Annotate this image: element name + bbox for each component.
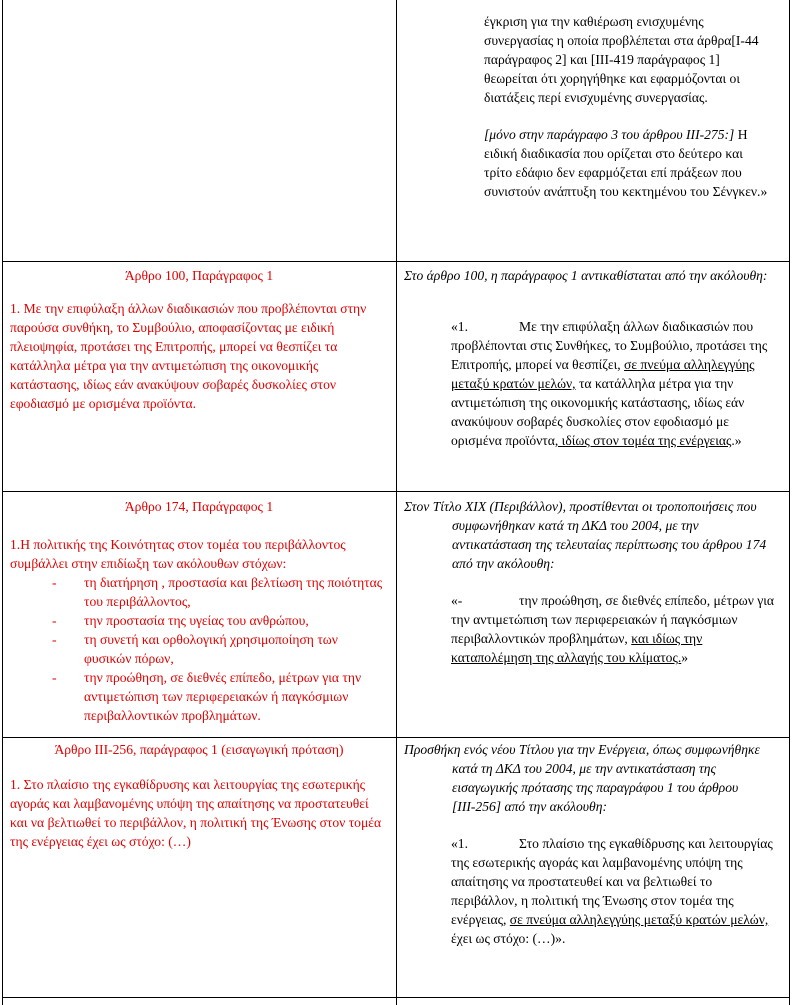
row4-article-body: 1. Στο πλαίσιο της εγκαθίδρυσης και λειτουργίας της εσωτερικής αγοράς και λαμβανομένης υπόψη της απαίτησης να προστατευθεί και να βελτιωθεί το περιβάλλον, η πολιτική της Ένωσης στον τομέα της ενέργειας έχει ως στόχο: (…) <box>10 777 382 849</box>
row2-quote-number: «1. <box>451 319 468 334</box>
row4-left-cell <box>10 740 388 851</box>
table-column-divider <box>396 0 397 1005</box>
list-item <box>10 573 388 611</box>
list-item <box>10 630 388 668</box>
table-left-border <box>2 0 3 1005</box>
row4-quote-number: «1. <box>451 836 468 851</box>
row-divider <box>2 737 790 738</box>
row3-quote-underline: και ιδίως την καταπολέμηση της αλλαγής του κλίματος. <box>451 631 703 665</box>
bullet-dash: - <box>52 632 57 647</box>
row2-article-title: Άρθρο 100, Παράγραφος 1 <box>124 268 274 283</box>
row3-quote-marker: «- <box>451 593 463 608</box>
row4-quote-text: Στο πλαίσιο της εγκαθίδρυσης και λειτουργίας της εσωτερικής αγοράς και λαμβανομένης υπόψη της απαίτησης να προστατευθεί και να βελτιωθεί το περιβάλλον, η πολιτική της Ένωσης στον τομέα της ενέργειας, <box>451 836 773 927</box>
row4-amendment-intro: Προσθήκη ενός νέου Τίτλου για την Ενέργεια, όπως συμφωνήθηκε κατά τη ΔΚΔ του 2004, με την αντικατάσταση της εισαγωγικής πρότασης της παραγράφου 1 του άρθρου [ΙΙΙ-256] από την ακόλουθη: <box>404 742 760 814</box>
row2-quote-text-2: τα κατάλληλα μέτρα για την αντιμετώπιση της οικονομικής κατάστασης, ιδίως εάν ανακύψουν σοβαρές δυσκολίες στον εφοδιασμό με ορισμένα προϊόντα <box>451 376 745 448</box>
row4-quote <box>404 834 776 948</box>
table-bottom-border <box>2 997 790 998</box>
row3-quote-end: » <box>681 650 689 665</box>
row2-right-cell <box>404 266 776 450</box>
row4-article-title: Άρθρο ΙΙΙ-256, παράγραφος 1 (εισαγωγική πρόταση) <box>54 742 344 757</box>
row1-right-cell <box>484 12 774 201</box>
row2-quote-underline-2: , ιδίως στον τομέα της ενέργειας <box>554 433 732 448</box>
row3-left-cell <box>10 497 388 725</box>
row3-quote <box>404 591 776 667</box>
list-item-text: τη διατήρηση , προστασία και βελτίωση της ποιότητας του περιβάλλοντος, <box>84 575 383 609</box>
bullet-dash: - <box>52 613 57 628</box>
row1-note-text: Η ειδική διαδικασία που ορίζεται στο δεύτερο και τρίτο εδάφιο δεν εφαρμόζεται επί πράξεων που συνιστούν ανάπτυξη του κεκτημένου του Σένγκεν.» <box>484 127 768 199</box>
row2-quote-underline-1: σε πνεύμα αλληλεγγύης μεταξύ κρατών μελών, <box>451 357 755 391</box>
row2-quote-end: .» <box>731 433 742 448</box>
bullet-dash: - <box>52 575 57 590</box>
row4-quote-underline: σε πνεύμα αλληλεγγύης μεταξύ κρατών μελών, <box>509 912 769 927</box>
row3-amendment-intro: Στον Τίτλο XIX (Περιβάλλον), προστίθενται οι τροποποιήσεις που συμφωνήθηκαν κατά τη ΔΚΔ του 2004, με την αντικατάσταση της τελευταίας περίπτωσης του άρθρου 174 από την ακόλουθη: <box>404 499 767 571</box>
row3-article-title: Άρθρο 174, Παράγραφος 1 <box>124 499 274 514</box>
row1-right-note <box>484 125 774 201</box>
row3-article-body: 1.Η πολιτικής της Κοινότητας στον τομέα του περιβάλλοντος συμβάλλει στην επιδίωξη των ακόλουθων στόχων: <box>10 537 346 571</box>
row-divider <box>2 261 790 262</box>
list-item-text: την προστασία της υγείας του ανθρώπου, <box>84 613 309 628</box>
row2-left-cell <box>10 266 388 413</box>
list-item <box>10 668 388 725</box>
list-item <box>10 611 388 630</box>
table-right-border <box>789 0 790 1005</box>
row2-quote-text: Με την επιφύλαξη άλλων διαδικασιών που προβλέπονται στις Συνθήκες, το Συμβούλιο, προτάσει της Επιτροπής, μπορεί να θεσπίζει, <box>451 319 768 372</box>
row2-amendment-intro: Στο άρθρο 100, η παράγραφος 1 αντικαθίσταται από την ακόλουθη: <box>404 268 768 283</box>
bullet-dash: - <box>52 670 57 685</box>
row1-right-paragraph: έγκριση για την καθιέρωση ενισχυμένης συνεργασίας η οποία προβλέπεται στα άρθρα[Ι-44 παράγραφος 2] και [ΙΙΙ-419 παράγραφος 1] θεωρείται ότι χορηγήθηκε και εφαρμόζονται οι διατάξεις περί ενισχυμένης συνεργασίας. <box>484 14 759 105</box>
row4-quote-text-2: έχει ως στόχο: (…)». <box>451 931 566 946</box>
row3-right-cell <box>404 497 776 667</box>
list-item-text: την προώθηση, σε διεθνές επίπεδο, μέτρων για την αντιμετώπιση των περιφερειακών ή παγκόσμιων περιβαλλοντικών προβλημάτων. <box>84 670 362 723</box>
row1-note-italic: [μόνο στην παράγραφο 3 του άρθρου ΙΙΙ-275:] <box>484 127 735 142</box>
row2-quote <box>404 317 776 450</box>
row3-quote-text: την προώθηση, σε διεθνές επίπεδο, μέτρων για την αντιμετώπιση των περιφερειακών ή παγκόσμιων περιβαλλοντικών προβλημάτων, <box>451 593 775 646</box>
list-item-text: τη συνετή και ορθολογική χρησιμοποίηση των φυσικών πόρων, <box>84 632 338 666</box>
row-divider <box>2 491 790 492</box>
row2-article-body: 1. Με την επιφύλαξη άλλων διαδικασιών που προβλέπονται στην παρούσα συνθήκη, το Συμβούλιο, αποφασίζοντας με ειδική πλειοψηφία, προτάσει της Επιτροπής, μπορεί να θεσπίζει τα κατάλληλα μέτρα για την αντιμετώπιση της οικονομικής κατάστασης, ιδίως εάν ανακύψουν σοβαρές δυσκολίες στον εφοδιασμό με ορισμένα προϊόντα. <box>10 301 367 411</box>
row4-right-cell <box>404 740 776 948</box>
